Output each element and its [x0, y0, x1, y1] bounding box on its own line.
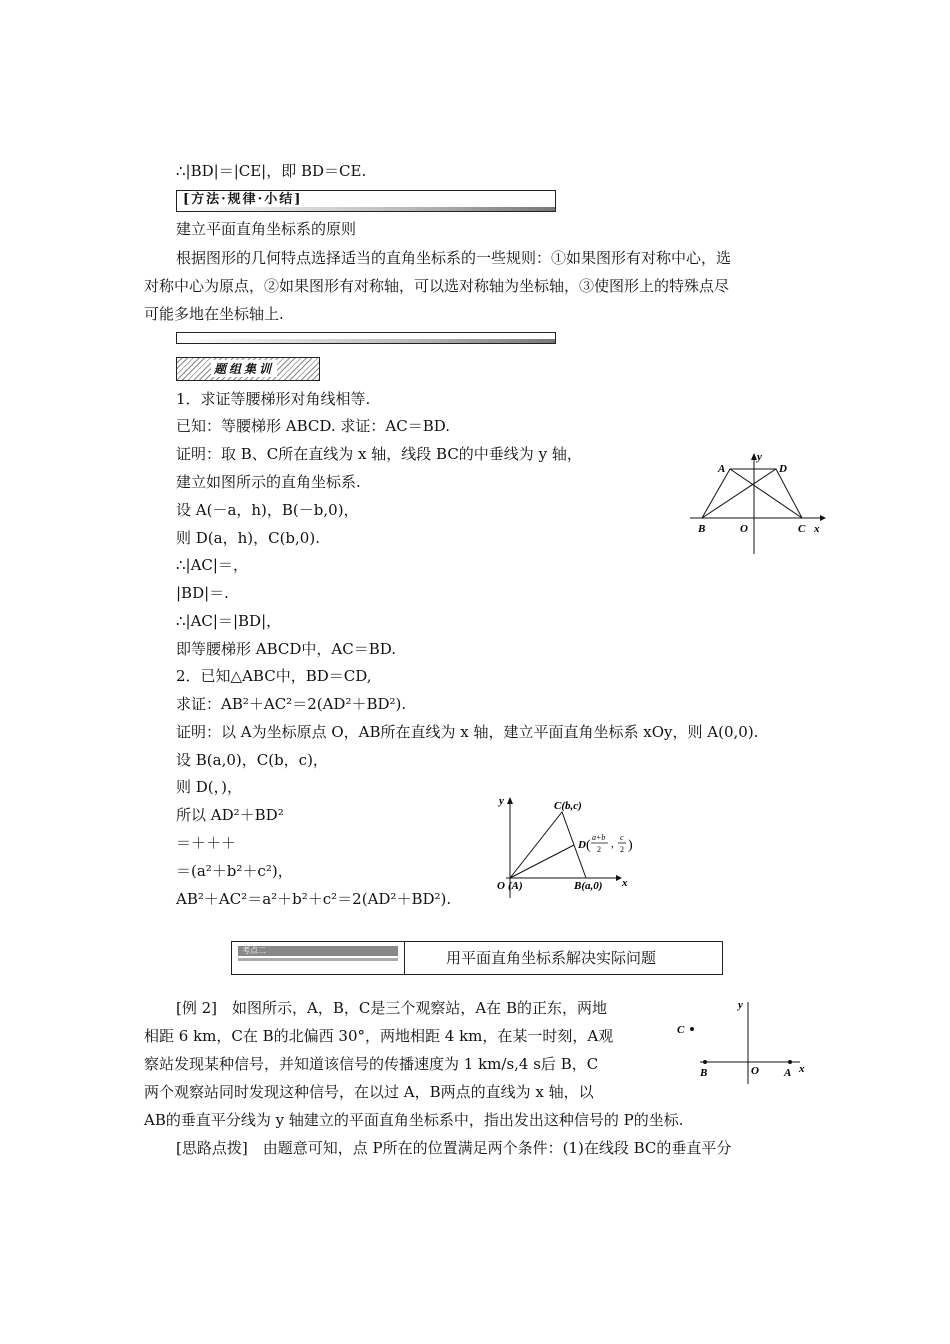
stations-figure: [672, 996, 812, 1088]
label-d-num2: c: [620, 833, 624, 842]
q2-line: 求证：AB²＋AC²＝2(AD²＋BD²).: [176, 695, 407, 713]
label-d-num1: a+b: [592, 833, 606, 842]
label-y: y: [499, 795, 504, 807]
label-y: y: [738, 999, 743, 1011]
x-arrow: [820, 515, 826, 521]
label-a-paren: (A): [508, 880, 523, 892]
q1-line: 1．求证等腰梯形对角线相等.: [176, 390, 371, 408]
label-b: B(a,0): [574, 880, 603, 892]
section-tag-cell: [232, 942, 405, 974]
paren-close: ): [628, 838, 633, 853]
point-c: [690, 1027, 694, 1031]
label-c: C: [677, 1024, 685, 1036]
exercise-group-label: 题组集训: [211, 360, 277, 377]
q1-line: 已知：等腰梯形 ABCD. 求证：AC＝BD.: [176, 417, 451, 435]
example-line: [例 2] 如图所示，A，B，C是三个观察站，A在 B的正东，两地: [176, 999, 607, 1017]
conclusion-line: ∴|BD|＝|CE|，即 BD＝CE.: [176, 162, 367, 180]
q1-line: ∴|AC|＝|BD|，: [176, 612, 282, 630]
bar-shade: [177, 207, 555, 211]
q2-line: ＝＋＋＋: [176, 834, 237, 852]
example-line: 两个观察站同时发现这种信号，在以过 A，B两点的直线为 x 轴，以: [144, 1083, 594, 1101]
q2-line: 2．已知△ABC中，BD＝CD,: [176, 667, 372, 685]
triangle-figure: [494, 792, 640, 900]
section-title: 用平面直角坐标系解决实际问题: [446, 949, 657, 967]
label-o: O: [751, 1065, 759, 1077]
q2-line: AB²＋AC²＝a²＋b²＋c²＝2(AD²＋BD²).: [176, 890, 452, 908]
median-ad: [510, 845, 574, 878]
q2-line: 证明：以 A为坐标原点 O，AB所在直线为 x 轴，建立平面直角坐标系 xOy，则 A(0,0).: [176, 723, 759, 741]
paragraph-line: 对称中心为原点，②如果图形有对称轴，可以选对称轴为坐标轴，③使图形上的特殊点尽: [144, 277, 730, 295]
exercise-group-box: [176, 357, 320, 381]
label-d: D: [578, 839, 586, 851]
paragraph-line: 根据图形的几何特点选择适当的直角坐标系的一些规则：①如果图形有对称中心，选: [176, 249, 732, 267]
method-summary-label: [方法·规律·小结]: [183, 192, 303, 207]
divider-bar: [176, 332, 556, 344]
example-line: 察站发现某种信号，并知道该信号的传播速度为 1 km/s,4 s后 B，C: [144, 1055, 599, 1073]
q2-line: 设 B(a,0)，C(b，c)，: [176, 751, 328, 769]
point-b: [703, 1060, 707, 1064]
method-rule-heading: 建立平面直角坐标系的原则: [176, 220, 357, 238]
point-a: [788, 1060, 792, 1064]
example-line: 相距 6 km，C在 B的北偏西 30°，两地相距 4 km，在某一时刻，A观: [144, 1027, 614, 1045]
diagonal-bd: [702, 469, 776, 518]
label-d: D: [779, 463, 787, 475]
paragraph-line: 可能多地在坐标轴上.: [144, 305, 284, 323]
label-b: B: [700, 1067, 708, 1079]
label-d-den2: 2: [620, 845, 624, 854]
section-tag: 考点二: [238, 946, 398, 956]
q1-line: 建立如图所示的直角坐标系.: [176, 473, 361, 491]
label-a: A: [718, 463, 726, 475]
q2-line: 则 D(，)，: [176, 778, 242, 796]
label-x: x: [799, 1063, 805, 1075]
q1-line: |BD|＝.: [176, 584, 229, 602]
label-c: C: [798, 523, 806, 535]
trapezoid-figure: [686, 450, 836, 556]
q1-line: 即等腰梯形 ABCD中，AC＝BD.: [176, 640, 396, 658]
label-c: C(b,c): [554, 800, 582, 812]
label-x: x: [814, 523, 820, 535]
trapezoid: [702, 469, 802, 518]
q1-line: 设 A(－a，h)，B(－b,0)，: [176, 501, 359, 519]
label-d-den1: 2: [597, 845, 601, 854]
diagonal-ac: [730, 469, 802, 518]
triangle: [510, 812, 586, 878]
label-x: x: [622, 877, 628, 889]
method-summary-bar: [176, 190, 556, 212]
example-line: AB的垂直平分线为 y 轴建立的平面直角坐标系中，指出发出这种信号的 P的坐标.: [144, 1111, 684, 1129]
label-o: O: [497, 880, 505, 892]
y-arrow: [507, 797, 513, 804]
comma: ,: [611, 838, 614, 850]
section-tag-stripe: [238, 958, 398, 961]
label-o: O: [740, 523, 748, 535]
label-b: B: [698, 523, 706, 535]
q2-line: ＝(a²＋b²＋c²)，: [176, 862, 293, 880]
label-a: A: [784, 1067, 792, 1079]
hint-line: [思路点拨] 由题意可知，点 P所在的位置满足两个条件：(1)在线段 BC的垂直平分: [176, 1139, 732, 1157]
paren-open: (: [586, 838, 591, 853]
q2-line: 所以 AD²＋BD²: [176, 806, 284, 824]
label-y: y: [757, 451, 762, 463]
q1-line: 则 D(a，h)，C(b,0).: [176, 529, 320, 547]
q1-line: 证明：取 B、C所在直线为 x 轴，线段 BC的中垂线为 y 轴，: [176, 445, 582, 463]
q1-line: ∴|AC|＝，: [176, 556, 248, 574]
section-header: [231, 941, 723, 975]
bar-shade: [177, 339, 555, 343]
